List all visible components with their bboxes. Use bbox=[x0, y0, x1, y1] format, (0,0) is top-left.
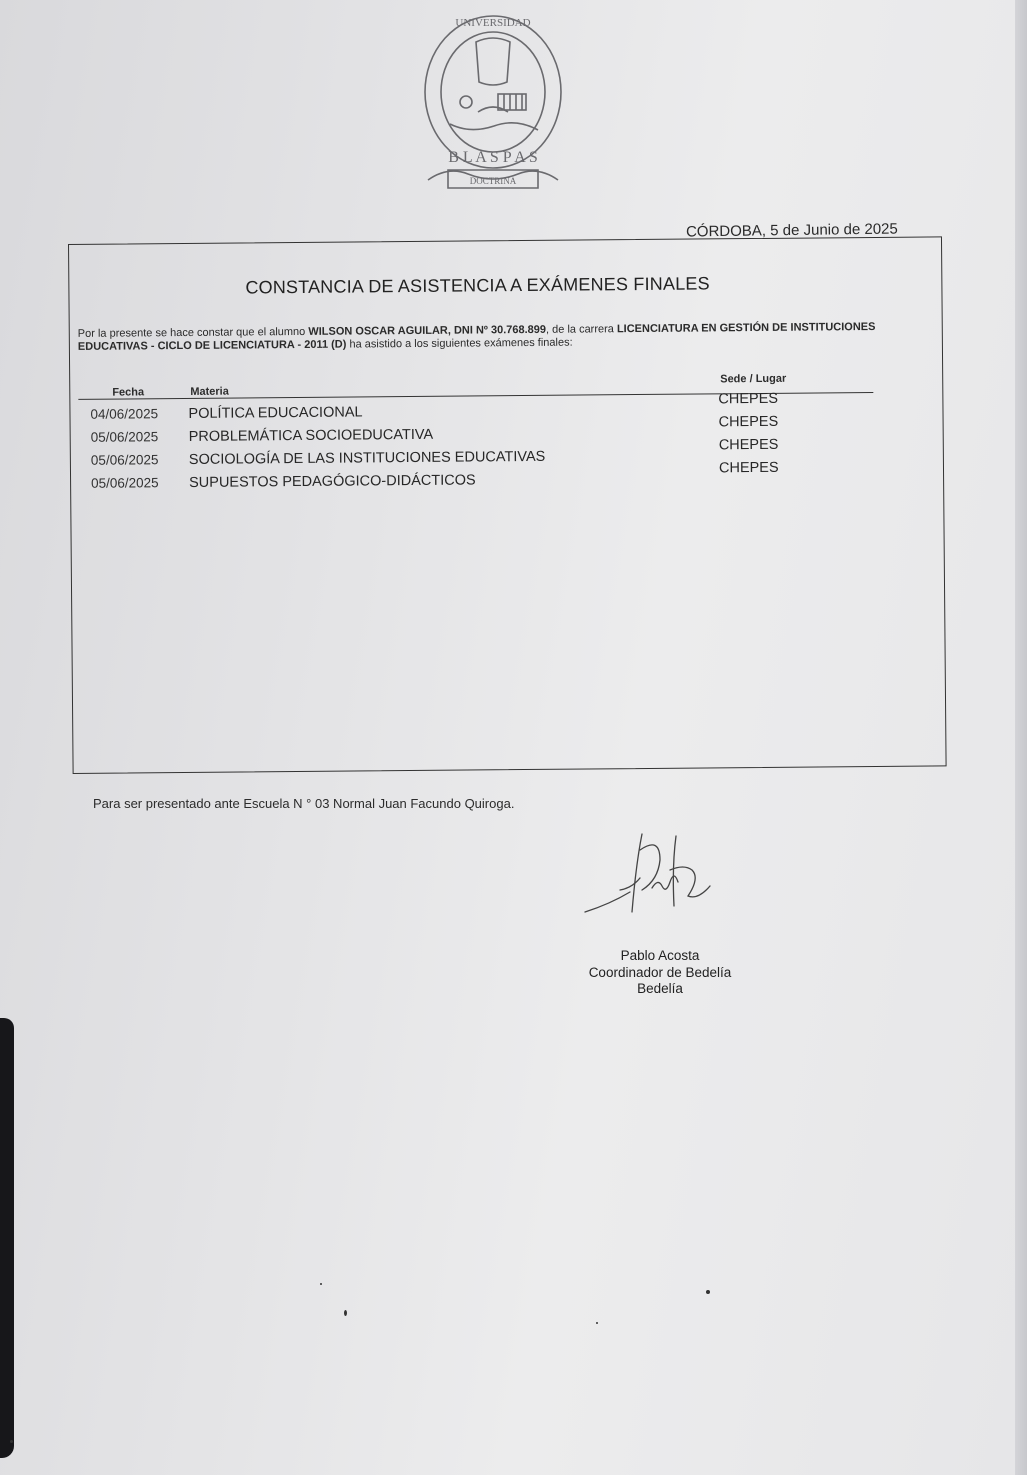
exam-place: CHEPES bbox=[718, 436, 779, 454]
certificate-box bbox=[68, 236, 947, 774]
svg-text:UNIVERSIDAD: UNIVERSIDAD bbox=[455, 17, 531, 29]
intro-suffix: ha asistido a los siguientes exámenes finales: bbox=[346, 336, 573, 351]
certificate-title: CONSTANCIA DE ASISTENCIA A EXÁMENES FINALES bbox=[245, 273, 710, 298]
student-identity: WILSON OSCAR AGUILAR, DNI Nº 30.768.899 bbox=[308, 323, 547, 338]
issue-date: CÓRDOBA, 5 de Junio de 2025 bbox=[685, 220, 898, 241]
intro-middle: , de la carrera bbox=[545, 323, 617, 336]
exam-place: CHEPES bbox=[718, 459, 779, 477]
exam-subject: POLÍTICA EDUCACIONAL bbox=[188, 404, 363, 422]
exam-subject: PROBLEMÁTICA SOCIOEDUCATIVA bbox=[188, 426, 434, 445]
paper-edge bbox=[1015, 0, 1027, 1475]
header-place: Sede / Lugar bbox=[720, 372, 787, 386]
exam-subject: SOCIOLOGÍA DE LAS INSTITUCIONES EDUCATIVAS bbox=[188, 448, 546, 468]
signatory-name: Pablo Acosta bbox=[620, 948, 700, 963]
signatory-role: Coordinador de Bedelía bbox=[588, 964, 732, 980]
university-seal bbox=[418, 12, 568, 197]
svg-text:B L A S P A S: B L A S P A S bbox=[448, 149, 538, 166]
signatory-block bbox=[560, 948, 760, 998]
header-subject: Materia bbox=[190, 385, 229, 398]
program-name: LICENCIATURA EN GESTIÓN DE INSTITUCIONES EDUCATIVAS - CICLO DE LICENCIATURA - 2011 (D) bbox=[77, 320, 876, 353]
presentation-note: Para ser presentado ante Escuela N ° 03 Normal Juan Facundo Quiroga. bbox=[93, 796, 515, 811]
header-date: Fecha bbox=[112, 386, 145, 399]
svg-text:DOCTRINA: DOCTRINA bbox=[469, 176, 517, 186]
exam-place: CHEPES bbox=[718, 413, 779, 431]
signatory-office: Bedelía bbox=[637, 981, 683, 996]
handwritten-signature bbox=[580, 830, 730, 930]
exam-date: 05/06/2025 bbox=[91, 475, 159, 491]
intro-prefix: Por la presente se hace constar que el alumno bbox=[77, 325, 309, 340]
exam-date: 05/06/2025 bbox=[90, 429, 159, 445]
exam-subject: SUPUESTOS PEDAGÓGICO-DIDÁCTICOS bbox=[189, 472, 476, 491]
certificate-intro bbox=[78, 321, 928, 354]
exam-date: 04/06/2025 bbox=[90, 406, 159, 422]
exam-date: 05/06/2025 bbox=[90, 452, 159, 468]
scan-shadow bbox=[0, 1018, 14, 1458]
exam-place: CHEPES bbox=[718, 390, 779, 408]
